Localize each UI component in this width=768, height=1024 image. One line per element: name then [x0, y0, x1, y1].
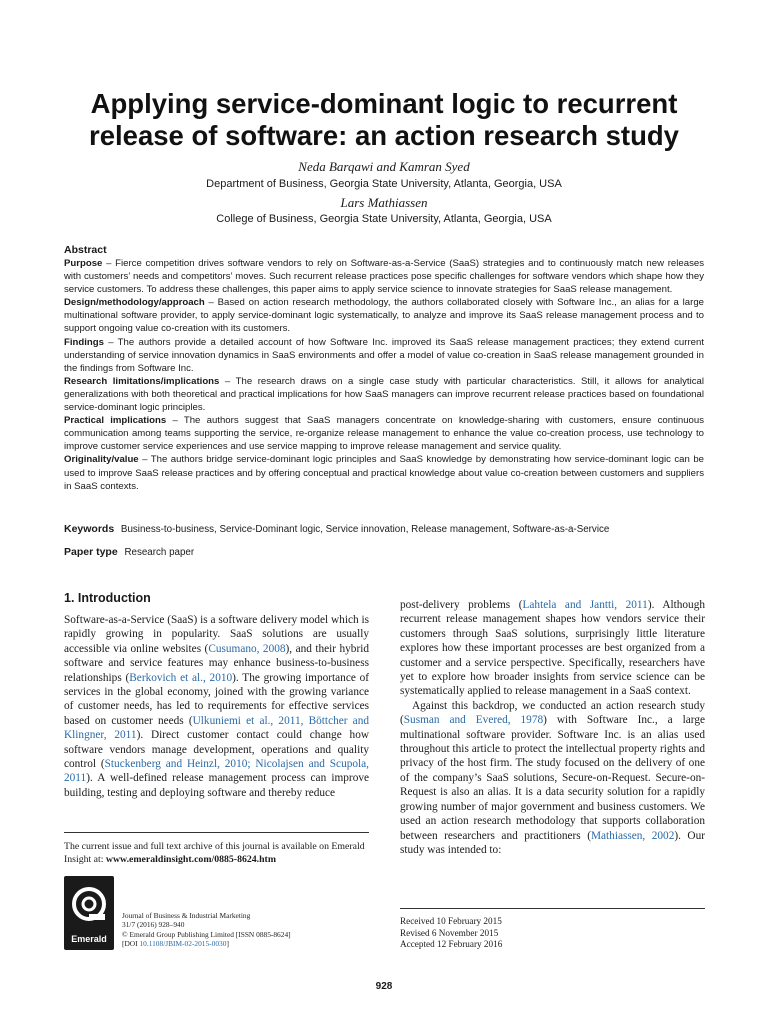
journal-doi: [122, 939, 372, 948]
paper-type-text: Research paper: [124, 547, 195, 558]
doi-link[interactable]: 10.1108/JBIM-02-2015-0030: [139, 938, 227, 948]
journal-name: Journal of Business & Industrial Marketing: [122, 911, 251, 920]
affiliation-2: College of Business, Georgia State University, Atlanta, Georgia, USA: [216, 213, 552, 225]
emerald-logo-text: Emerald: [71, 934, 107, 944]
journal-volume: 31/7 (2016) 928–940: [122, 920, 185, 930]
abstract-limitations: [64, 375, 704, 414]
citation-link[interactable]: Lahtela and Jantti, 2011: [522, 599, 648, 611]
citation-link[interactable]: Berkovich et al., 2010: [129, 671, 233, 684]
archive-note-text: The current issue and full text archive of this journal is available on Emerald Insight at:: [64, 841, 365, 865]
date-accepted: Accepted 12 February 2016: [400, 939, 503, 950]
abstract-design: [64, 296, 704, 335]
body-column-right: [400, 598, 705, 857]
citation-link[interactable]: Susman and Evered, 1978: [403, 714, 544, 727]
findings-text: – The authors provide a detailed account of how Software Inc. improved its SaaS release management practices; they extend current understanding of service innovation dynamics in SaaS environments and offer a model of value co-creation in SaaS release management grounded in the findings from Software Inc.: [64, 336, 704, 374]
doi-suffix: ]: [226, 938, 229, 948]
archive-note: [64, 840, 369, 866]
affiliation-1: Department of Business, Georgia State University, Atlanta, Georgia, USA: [206, 178, 562, 190]
body-text: ). The growing importance of services in the global economy, joined with the growing variance of customer needs, has led to requirements for effective services based on customer needs (: [64, 671, 370, 727]
body-text: ). Direct customer contact could change how software vendors manage development, operations and quality control (: [64, 729, 370, 771]
page-number: 928: [375, 981, 393, 992]
abstract-practical: [64, 414, 704, 453]
body-column-left: [64, 613, 369, 800]
submission-dates: [400, 916, 705, 951]
originality-text: – The authors bridge service-dominant logic principles and SaaS knowledge by demonstrating how service-dominant logic can be used to improve SaaS release practices and by offering conceptual and practical knowledge about value co-creation between customers and suppliers in SaaS contexts.: [64, 454, 704, 492]
author-names-2: Lars Mathiassen: [340, 195, 428, 210]
citation-link[interactable]: Mathiassen, 2002: [590, 829, 675, 842]
findings-label: Findings: [64, 336, 104, 348]
design-text: – Based on action research methodology, the authors collaborated closely with Software Inc., an alias for a large multinational software provider, to apply service-dominant logic systematically, to analyze and improve its SaaS release management process and to support ongoing value co-creation with its customers.: [64, 297, 704, 335]
citation-link[interactable]: Stuckenberg and Heinzl, 2010; Nicolajsen and Scupola, 2011: [64, 758, 369, 785]
author-names-1: Neda Barqawi and Kamran Syed: [298, 159, 470, 174]
purpose-label: Purpose: [64, 258, 103, 269]
journal-info: [122, 911, 372, 948]
intro-paragraph-2: [400, 598, 705, 699]
body-text: post-delivery problems (: [400, 599, 523, 611]
intro-paragraph-3: [400, 699, 705, 857]
body-text: ). A well-defined release management process can improve building, testing and deploying software and thereby reduce: [64, 772, 369, 799]
doi-prefix: [DOI: [122, 938, 140, 948]
abstract-originality: [64, 453, 704, 492]
paper-title: [40, 88, 728, 152]
paper-type-label: Paper type: [64, 546, 118, 558]
dates-divider: [400, 908, 705, 909]
title-line-1: Applying service-dominant logic to recurrent: [90, 88, 678, 119]
abstract-block: [64, 244, 704, 493]
footnote-divider: [64, 832, 369, 833]
body-text: ), and their hybrid software and service features may enhance business-to-business relationships (: [64, 642, 369, 684]
archive-url-link[interactable]: www.emeraldinsight.com/0885-8624.htm: [105, 854, 276, 865]
date-received: Received 10 February 2015: [400, 916, 502, 926]
abstract-heading: Abstract: [64, 244, 107, 256]
body-text: Against this backdrop, we conducted an action research study (: [400, 699, 705, 727]
body-text: ) with Software Inc., a large multinational software provider. Software Inc. is an alias used throughout this article to protect the intellectual property rights and privacy of the host firm. The study focused on the delivery of one of the company’s SaaS solutions, Secure-on-Request. Secure-on-Request is also an alias. It is a data security solution for a rapidly growing number of major government and business customers. We used an action research methodology that supports collaboration between researchers and practitioners (: [400, 714, 705, 842]
body-text: ). Our study was intended to:: [400, 829, 705, 856]
keywords-text: Business-to-business, Service-Dominant logic, Service innovation, Release management, Software-as-a-Service: [120, 524, 610, 535]
keywords-label: Keywords: [64, 523, 115, 535]
journal-copyright: © Emerald Group Publishing Limited [ISSN 0885-8624]: [122, 929, 291, 939]
intro-paragraph-1: [64, 613, 369, 800]
title-line-2: release of software: an action research study: [89, 120, 679, 151]
design-label: Design/methodology/approach: [64, 297, 205, 309]
practical-label: Practical implications: [64, 415, 167, 427]
practical-text: – The authors suggest that SaaS managers concentrate on knowledge-sharing with customers, ensure continuous communication among teams supporting the service, re-organize release management to enhance the value co-creation process, use technology to improve customer service experiences and use service mapping to improve release management and service quality.: [64, 415, 705, 453]
originality-label: Originality/value: [64, 454, 139, 466]
body-text: Software-as-a-Service (SaaS) is a software delivery model which is rapidly growing in popularity. SaaS solutions are usually accessible via online websites (: [64, 614, 369, 655]
abstract-purpose: [64, 257, 704, 296]
section-heading-introduction: 1. Introduction: [64, 591, 151, 605]
abstract-findings: [64, 336, 704, 375]
keywords: [64, 522, 704, 537]
citation-link[interactable]: Cusumano, 2008: [208, 642, 286, 655]
emerald-logo: [64, 876, 114, 950]
emerald-logo-icon: [69, 884, 109, 928]
purpose-text: – Fierce competition drives software vendors to rely on Software-as-a-Service (SaaS) strategies and to continuously match new releases with customers’ needs and competitors’ moves. Such recurrent release practices pose specific challenges for software vendors which shape how they service customers. To address these challenges, this paper aims to apply service science to innovate strategies for SaaS release management.: [64, 258, 704, 296]
date-revised: Revised 6 November 2015: [400, 927, 499, 938]
citation-link[interactable]: Ulkuniemi et al., 2011, Böttcher and Klingner, 2011: [64, 714, 369, 742]
limitations-text: – The research draws on a single case study with particular characteristics. Still, it allows for analytical generalizations with both theoretical and practical implications for how SaaS managers can improve recurrent release practices based on foundational service-dominant logic principles.: [64, 375, 704, 414]
body-text: ). Although recurrent release management shapes how vendors service their customers through SaaS solutions, surprisingly little literature explores how these important processes are best organized from a customer and a service perspective. Specifically, researchers have yet to explore how broader insights from service science can be systematically applied to release management in a SaaS context.: [400, 599, 705, 698]
paper-type: [64, 545, 704, 560]
limitations-label: Research limitations/implications: [64, 375, 220, 387]
